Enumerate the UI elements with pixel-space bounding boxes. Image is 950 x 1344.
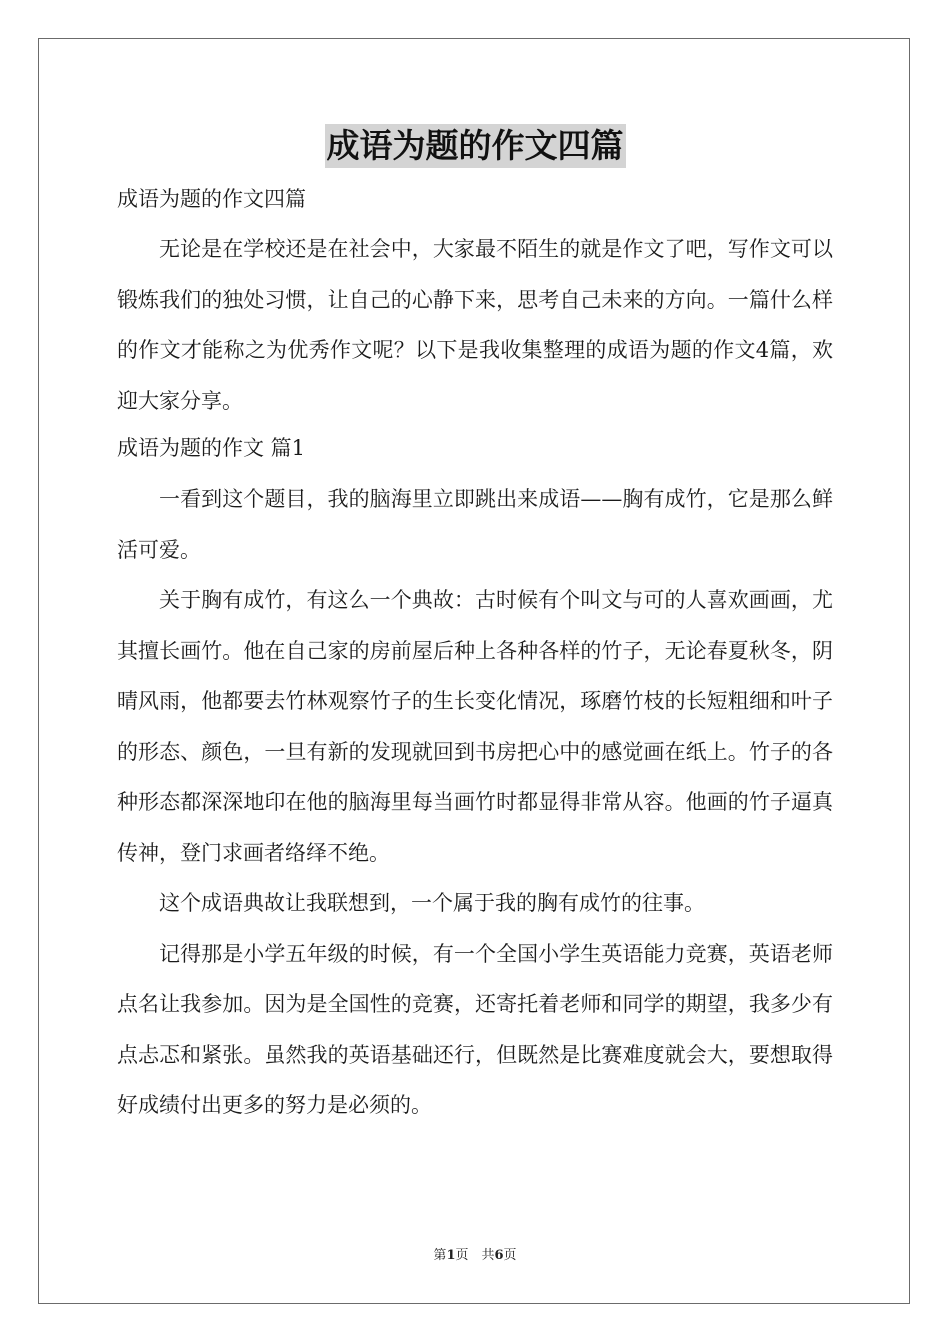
body-paragraph: 记得那是小学五年级的时候，有一个全国小学生英语能力竞赛，英语老师点名让我参加。因为是全国性的竞赛，还寄托着老师和同学的期望，我多少有点忐忑和紧张。虽然我的英语基础还行，但既然是比赛难度就会大，要想取得好成绩付出更多的努力是必须的。 [117,941,833,1117]
section-heading: 成语为题的作文 篇1 [117,436,306,460]
page-prefix: 第 [433,1248,447,1263]
page-footer [0,1246,950,1266]
title-area [0,124,950,168]
page-total: 6 [494,1248,504,1263]
document-title: 成语为题的作文四篇 [325,124,626,168]
body-paragraph: 一看到这个题目，我的脑海里立即跳出来成语——胸有成竹，它是那么鲜活可爱。 [117,487,833,562]
page-mid: 页 共 [455,1248,495,1263]
body-paragraph: 这个成语典故让我联想到，一个属于我的胸有成竹的往事。 [159,891,705,915]
page-suffix: 页 [503,1248,517,1263]
body-paragraph: 关于胸有成竹，有这么一个典故：古时候有个叫文与可的人喜欢画画，尤其擅长画竹。他在自己家的房前屋后种上各种各样的竹子，无论春夏秋冬，阴晴风雨，他都要去竹林观察竹子的生长变化情况，琢磨竹枝的长短粗细和叶子的形态、颜色，一旦有新的发现就回到书房把心中的感觉画在纸上。竹子的各种形态都深深地印在他的脑海里每当画竹时都显得非常从容。他画的竹子逼真传神，登门求画者络绎不绝。 [117,588,833,865]
page-current: 1 [446,1248,456,1263]
document-subtitle: 成语为题的作文四篇 [117,187,306,211]
intro-paragraph: 无论是在学校还是在社会中，大家最不陌生的就是作文了吧，写作文可以锻炼我们的独处习惯，让自己的心静下来，思考自己未来的方向。一篇什么样的作文才能称之为优秀作文呢？以下是我收集整理的成语为题的作文4篇，欢迎大家分享。 [117,237,833,413]
document-body [117,178,833,1131]
